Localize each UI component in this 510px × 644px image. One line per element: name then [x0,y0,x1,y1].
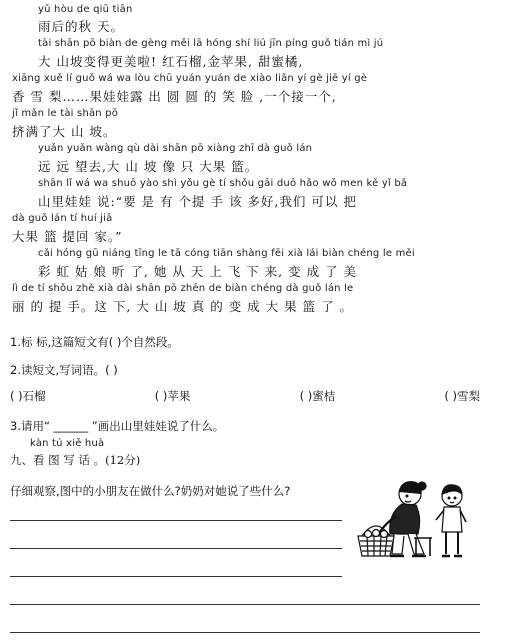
writing-line-5[interactable] [10,632,480,633]
passage-line-8: 彩 虹 姑 娘 听 了, 她 从 天 上 飞 下 来, 变 成 了 美 [38,264,358,279]
section-9-pinyin: kàn tú xiě huà [30,438,105,449]
pinyin-line-6: shān lǐ wá wa shuō yào shì yǒu gè tí shǒu gāi duō hǎo wǒ men kě yǐ bǎ [38,178,408,189]
option-tangerine: ( )蜜桔 [299,389,336,403]
passage-line-6: 山里娃娃 说:“要 是 有 个提 手 该 多好,我们 可以 把 [38,194,357,209]
passage-line-9: 丽 的 提 手。这 下, 大 山 坡 真 的 变 成 大 果 篮 了 。 [12,299,354,314]
passage-line-4: 挤满了大 山 坡。 [12,124,117,139]
passage-line-5: 远 远 望去,大 山 坡 像 只 大果 篮。 [38,159,259,174]
pinyin-line-7: dà guǒ lán tí huí jiā [12,213,113,224]
question-3: 3.请用“ ______ ”画出山里娃娃说了什么。 [10,419,225,433]
passage-line-7: 大果 篮 提回 家。” [12,229,123,244]
pinyin-line-5: yuǎn yuǎn wàng qù dài shān pō xiàng zhī dà guǒ lán [38,143,313,154]
question-2-options [10,388,480,404]
section-9-title: 九、看 图 写 话 。(12分) [10,453,141,467]
grandma-child-illustration [352,474,478,560]
pinyin-line-2: tài shān pō biàn de gèng měi lā hóng shí liú jīn píng guǒ tián mì jú [38,38,384,49]
writing-line-4[interactable] [10,604,480,605]
option-apple: ( )苹果 [154,389,191,403]
pinyin-line-1: yǔ hòu de qiū tiān [38,4,133,15]
question-2: 2.读短文,写词语。( ) [10,363,118,377]
option-pear: ( )雪梨 [444,389,480,403]
writing-line-2[interactable] [10,548,342,549]
question-1: 1.标 标,这篇短文有( )个自然段。 [10,335,179,349]
pinyin-line-4: jǐ mǎn le tài shān pō [12,108,119,119]
writing-line-1[interactable] [10,520,342,521]
section-9-prompt: 仔细观察,图中的小朋友在做什么?奶奶对她说了些什么? [10,484,291,498]
pinyin-line-8: cǎi hóng gū niáng tīng le tā cóng tiān shàng fēi xià lái biàn chéng le měi [38,248,415,259]
pinyin-line-9: lì de tí shǒu zhè xià dài shān pō zhēn de biàn chéng dà guǒ lán le [12,283,354,294]
pinyin-line-3: xiāng xuě lí guǒ wá wa lòu chū yuán yuán de xiào liǎn yí gè jiē yí gè [12,73,368,84]
option-pomegranate: ( )石榴 [10,389,46,403]
passage-line-2: 大 山坡变得更美啦! 红石榴,金苹果, 甜蜜橘, [38,54,304,69]
writing-line-3[interactable] [10,576,342,577]
passage-line-3: 香 雪 梨……果娃娃露 出 圆 圆 的 笑 脸 ,一个接一个, [12,89,337,104]
title-line: 雨后的秋 天。 [38,19,124,34]
